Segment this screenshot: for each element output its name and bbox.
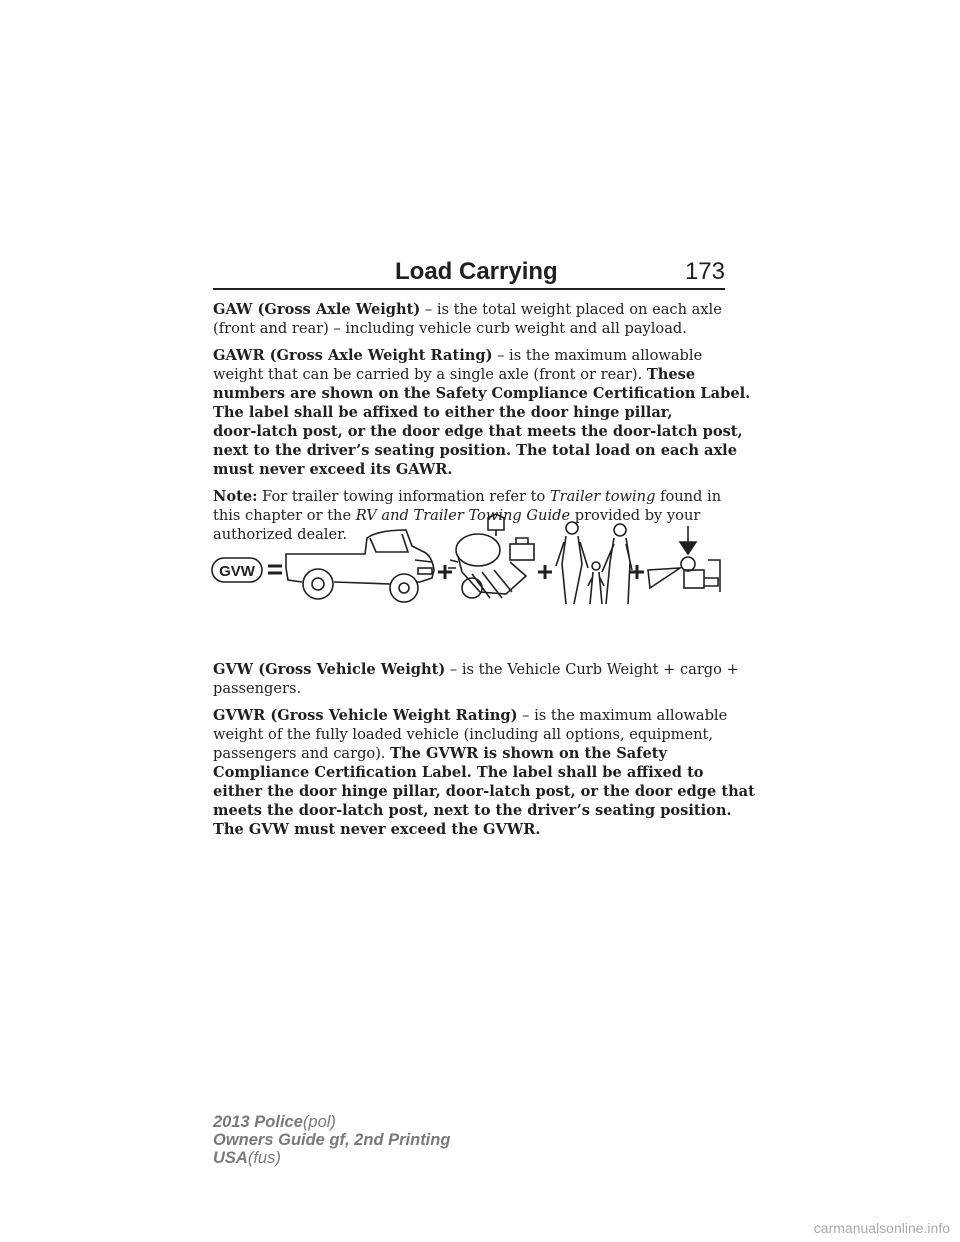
gaw-paragraph: GAW (Gross Axle Weight) – is the total weight placed on each axle (front and rear) – including vehicle curb weight and all payload. bbox=[213, 301, 722, 337]
gvwr-paragraph: GVWR (Gross Vehicle Weight Rating) – is the maximum allowable weight of the fully loaded vehicle (including all options, equipment, passengers and cargo). The GVWR is shown on the Safety Compliance Certification Label. The label shall be affixed to either the door hinge pillar, door-latch post, or the door edge that meets the door-latch post, next to the driver’s seating position. The GVW must never exceed the GVWR. bbox=[213, 707, 755, 838]
pickup-truck-icon bbox=[286, 530, 434, 602]
header-rule bbox=[213, 288, 725, 290]
page-number: 173 bbox=[684, 258, 725, 285]
footer-market: USA bbox=[213, 1149, 248, 1167]
gvw-diagram bbox=[210, 512, 730, 612]
link-trailer-towing[interactable]: Trailer towing bbox=[549, 488, 656, 505]
note-label: Note: bbox=[213, 488, 258, 505]
section-title: Load Carrying bbox=[395, 258, 558, 285]
passengers-icon bbox=[556, 522, 632, 604]
gawr-term: GAWR (Gross Axle Weight Rating) bbox=[213, 347, 493, 364]
footer-model: 2013 Police bbox=[213, 1113, 303, 1131]
gaw-term: GAW (Gross Axle Weight) bbox=[213, 301, 421, 318]
gvw-paragraph: GVW (Gross Vehicle Weight) – is the Vehicle Curb Weight + cargo + passengers. bbox=[213, 661, 739, 697]
cargo-icon bbox=[448, 514, 534, 598]
gvw-term: GVW (Gross Vehicle Weight) bbox=[213, 661, 446, 678]
plus-icon bbox=[438, 565, 452, 579]
watermark: carmanualsonline.info bbox=[813, 1220, 950, 1236]
page-header bbox=[213, 250, 725, 290]
link-rv-trailer-guide[interactable]: RV and Trailer Towing Guide bbox=[355, 507, 571, 524]
gawr-paragraph: GAWR (Gross Axle Weight Rating) – is the maximum allowable weight that can be carried by a single axle (front or rear). These numbers are shown on the Safety Compliance Certification Label. The label shall be affixed to either the door hinge pillar, door-latch post, or the door edge that meets the door-latch post, next to the driver’s seating position. The total load on each axle must never exceed its GAWR. bbox=[213, 347, 751, 478]
gvwr-term: GVWR (Gross Vehicle Weight Rating) bbox=[213, 707, 518, 724]
trailer-hitch-icon bbox=[648, 526, 720, 592]
gvw-illustration bbox=[210, 512, 730, 612]
page-footer: 2013 Police(pol) Owners Guide gf, 2nd Printing USA(fus) bbox=[213, 1113, 451, 1167]
plus-icon bbox=[538, 565, 552, 579]
gvw-badge bbox=[212, 558, 262, 582]
equals-icon bbox=[268, 566, 282, 573]
note-paragraph: Note: For trailer towing information refer to Trailer towing found in this chapter or the RV and Trailer Towing Guide provided by your authorized dealer. bbox=[213, 488, 722, 543]
footer-edition: Owners Guide gf, 2nd Printing bbox=[213, 1131, 451, 1149]
gvw-badge-label: GVW bbox=[219, 563, 255, 580]
